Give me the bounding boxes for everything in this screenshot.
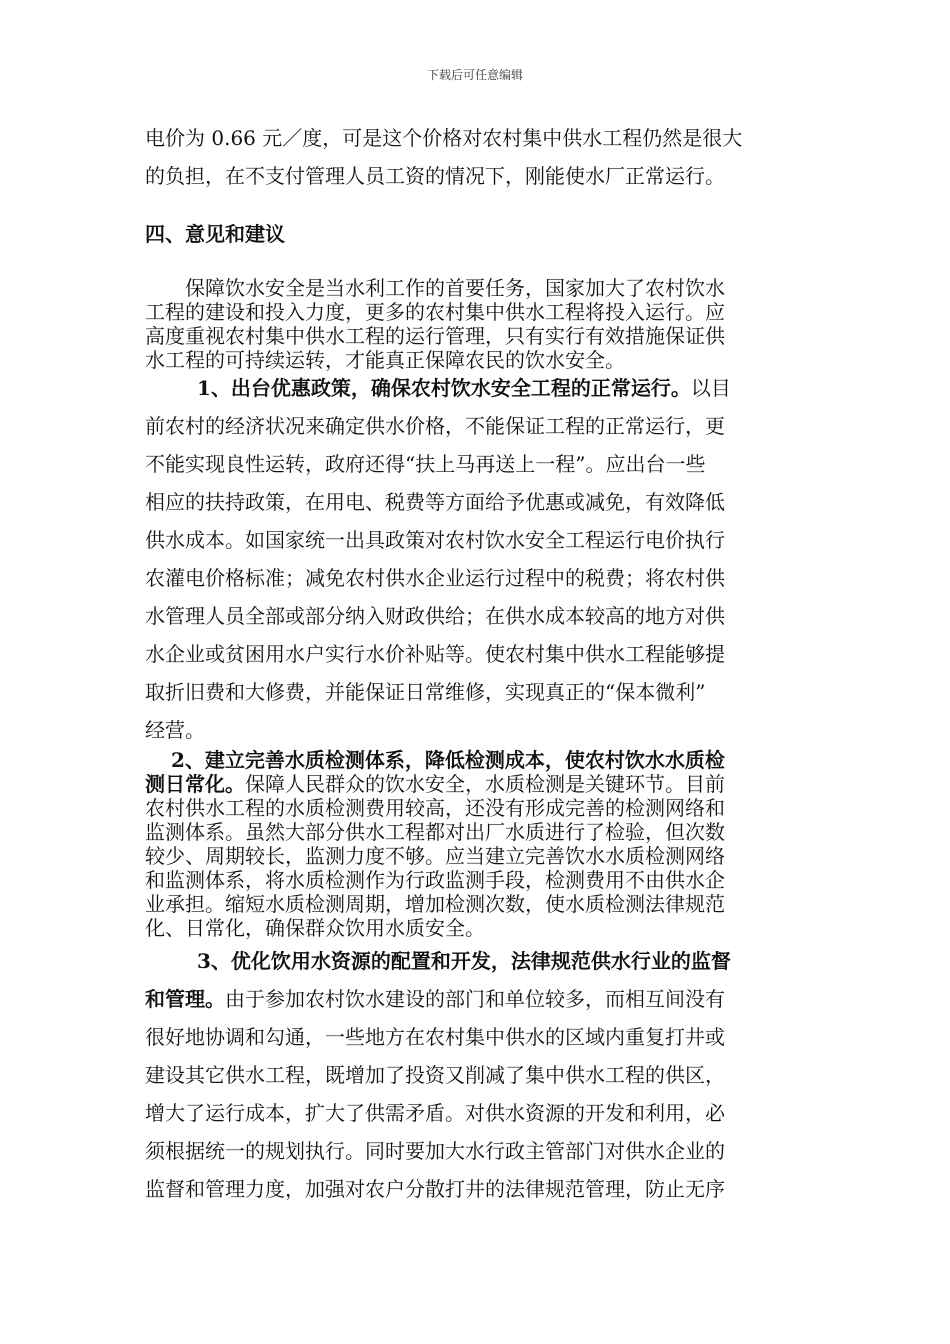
text-line: 农村供水工程的水质检测费用较高，还没有形成完善的检测网络和 <box>145 796 725 820</box>
paragraph-item-2 <box>145 748 805 940</box>
text-line: 建设其它供水工程，既增加了投资又削减了集中供水工程的供区， <box>145 1063 725 1087</box>
item-1-title: 1、出台优惠政策，确保农村饮水安全工程的正常运行。 <box>197 376 691 400</box>
text-line: 增大了运行成本，扩大了供需矛盾。对供水资源的开发和利用，必 <box>145 1101 725 1125</box>
text-line: 水工程的可持续运转，才能真正保障农民的饮水安全。 <box>145 348 625 372</box>
paragraph-item-1 <box>145 369 805 749</box>
text-line: 很好地协调和勾通，一些地方在农村集中供水的区域内重复打井或 <box>145 1025 725 1049</box>
text-line: 经营。 <box>145 718 205 742</box>
text-line: 监测体系。虽然大部分供水工程都对出厂水质进行了检验，但次数 <box>145 820 725 844</box>
text-line: 前农村的经济状况来确定供水价格，不能保证工程的正常运行，更 <box>145 414 725 438</box>
item-2-title <box>145 748 805 772</box>
paragraph-item-3 <box>145 942 805 1208</box>
text-line: 农灌电价格标准；减免农村供水企业运行过程中的税费；将农村供 <box>145 566 725 590</box>
text-line: 水企业或贫困用水户实行水价补贴等。使农村集中供水工程能够提 <box>145 642 725 666</box>
text-line: 不能实现良性运转，政府还得“扶上马再送上一程”。应出台一些 <box>145 452 706 476</box>
item-2-second-line <box>145 772 805 796</box>
section-heading: 四、意见和建议 <box>145 222 285 246</box>
text-line: 较少、周期较长，监测力度不够。应当建立完善饮水水质检测网络 <box>145 844 725 868</box>
text-line: 相应的扶持政策，在用电、税费等方面给予优惠或减免，有效降低 <box>145 490 725 514</box>
item-3-title-line-2: 和管理。 <box>145 987 225 1011</box>
item-2-title-line-2: 测日常化。 <box>145 772 245 796</box>
item-3-second-line <box>145 980 805 1018</box>
text-line: 和监测体系，将水质检测作为行政监测手段，检测费用不由供水企 <box>145 868 725 892</box>
text-line: 须根据统一的规划执行。同时要加大水行政主管部门对供水企业的 <box>145 1139 725 1163</box>
item-2-first-rest: 保障人民群众的饮水安全，水质检测是关键环节。目前 <box>245 772 725 796</box>
item-1-first-rest: 以目 <box>690 376 731 400</box>
text-line: 供水成本。如国家统一出具政策对农村饮水安全工程运行电价执行 <box>145 528 725 552</box>
paragraph-electricity <box>145 119 805 195</box>
text-line: 化、日常化，确保群众饮用水质安全。 <box>145 916 485 940</box>
item-3-title-line-1: 3、优化饮用水资源的配置和开发，法律规范供水行业的监督 <box>197 949 731 973</box>
item-3-first-rest: 由于参加农村饮水建设的部门和单位较多，而相互间没有 <box>225 987 725 1011</box>
text-line: 水管理人员全部或部分纳入财政供给；在供水成本较高的地方对供 <box>145 604 725 628</box>
text-line: 工程的建设和投入力度，更多的农村集中供水工程将投入运行。应 <box>145 300 725 324</box>
item-3-title <box>145 942 805 980</box>
page-header-note: 下载后可任意编辑 <box>426 68 523 82</box>
item-1-first-line <box>145 369 805 407</box>
text-line: 电价为 0.66 元／度，可是这个价格对农村集中供水工程仍然是很大 <box>145 126 743 150</box>
text-line: 保障饮水安全是当水利工作的首要任务，国家加大了农村饮水 <box>145 276 725 300</box>
text-line: 监督和管理力度，加强对农户分散打井的法律规范管理，防止无序 <box>145 1177 725 1201</box>
text-line: 的负担，在不支付管理人员工资的情况下，刚能使水厂正常运行。 <box>145 164 725 188</box>
text-line: 取折旧费和大修费，并能保证日常维修，实现真正的“保本微利” <box>145 680 706 704</box>
item-2-title-line-1: 2、建立完善水质检测体系，降低检测成本，使农村饮水水质检 <box>171 748 725 772</box>
text-line: 业承担。缩短水质检测周期，增加检测次数，使水质检测法律规范 <box>145 892 725 916</box>
text-line: 高度重视农村集中供水工程的运行管理，只有实行有效措施保证供 <box>145 324 725 348</box>
paragraph-intro <box>145 276 805 372</box>
